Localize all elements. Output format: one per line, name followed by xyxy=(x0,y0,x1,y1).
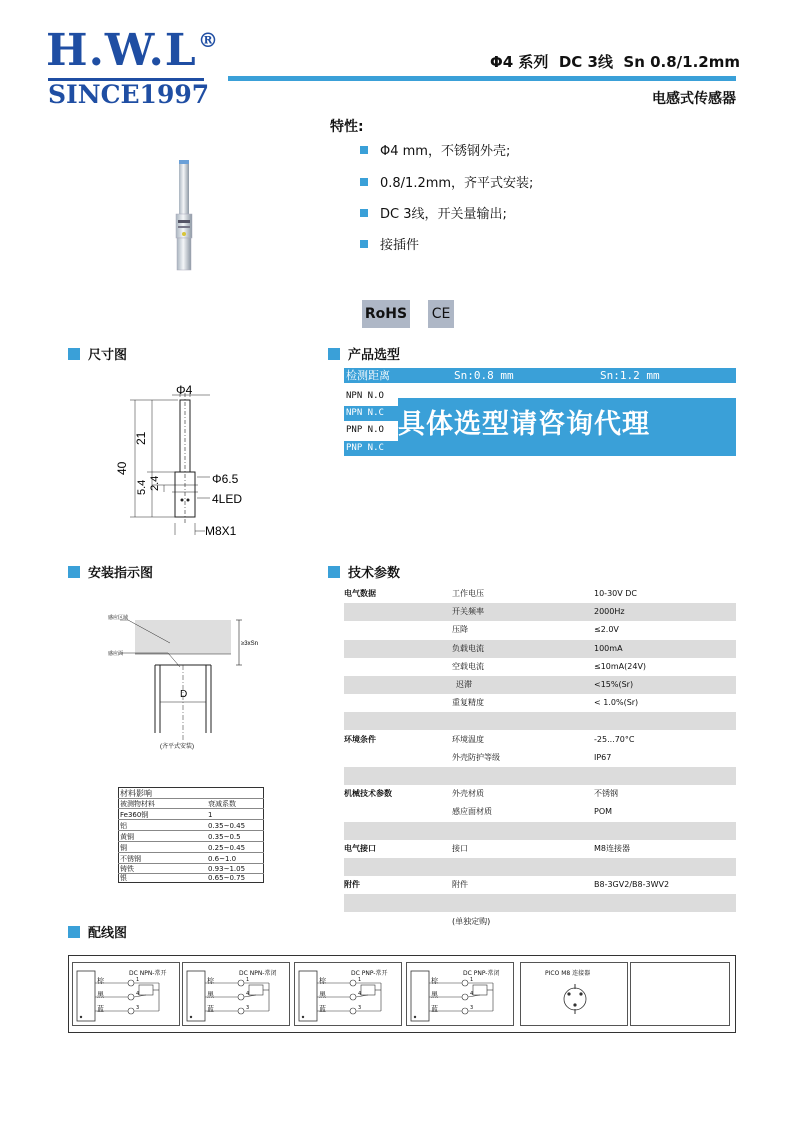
selection-row: PNP N.O xyxy=(346,425,384,435)
tech-row xyxy=(344,585,736,603)
selection-col-sn08: Sn:0.8 mm xyxy=(454,369,514,382)
section-marker-icon xyxy=(68,566,80,578)
tech-row xyxy=(344,785,736,803)
tech-param: 迟滞 xyxy=(456,680,472,689)
wiring-schematic-icon xyxy=(73,963,179,1025)
tech-value: B8-3GV2/B8-3WV2 xyxy=(594,880,670,890)
wire-color-label: 黑 xyxy=(431,991,438,999)
tech-param: 感应面材质 xyxy=(452,807,492,817)
tech-param: 重复精度 xyxy=(452,698,484,708)
tech-row xyxy=(344,712,736,730)
wiring-title: DC NPN-常开 xyxy=(129,970,167,977)
wire-pin-number: 4 xyxy=(358,991,362,997)
tech-value: M8连接器 xyxy=(594,843,630,853)
dim-led: 4LED xyxy=(212,492,243,506)
wire-pin-number: 1 xyxy=(136,977,140,983)
wiring-title: DC NPN-常闭 xyxy=(239,970,277,977)
selection-col-sn12: Sn:1.2 mm xyxy=(600,369,660,382)
bullet-square-icon xyxy=(360,178,368,186)
tech-row xyxy=(344,621,736,639)
material-header: 被测物材料 衰减系数 xyxy=(118,800,264,809)
section-marker-icon xyxy=(328,348,340,360)
logo-text: H.W.L xyxy=(46,25,197,76)
dim-5-4: 5.4 xyxy=(136,479,148,495)
tech-category: 电气接口 xyxy=(344,843,376,853)
wire-color-label: 棕 xyxy=(319,977,326,985)
install-sense-zone: 感应区域 xyxy=(108,615,129,621)
dim-21: 21 xyxy=(134,431,148,445)
wire-color-label: 蓝 xyxy=(431,1005,438,1013)
sensor-photo xyxy=(170,160,200,272)
tech-row xyxy=(344,767,736,785)
wiring-schematic-icon xyxy=(295,963,401,1025)
selection-row: NPN N.C xyxy=(344,406,736,421)
section-selection: 产品选型 xyxy=(328,348,400,364)
wiring-title: DC PNP-常闭 xyxy=(463,970,500,977)
wiring-diagram xyxy=(72,962,180,1026)
wire-color-label: 黑 xyxy=(97,991,104,999)
bullet-square-icon xyxy=(360,146,368,154)
material-row: 不锈钢 0.6~1.0 xyxy=(118,855,264,864)
tech-param: 开关频率 xyxy=(452,607,484,617)
material-row: 银 0.65~0.75 xyxy=(120,874,246,882)
bullet-square-icon xyxy=(360,240,368,248)
tech-value: <15%(Sr) xyxy=(594,680,634,689)
tech-row xyxy=(344,731,736,749)
material-row: 黄铜 0.35~0.5 xyxy=(118,833,264,842)
wiring-diagram xyxy=(294,962,402,1026)
tech-row xyxy=(344,913,736,931)
tech-param: 空载电流 xyxy=(452,661,484,671)
tech-value: ≤10mA(24V) xyxy=(594,661,647,671)
wire-pin-number: 3 xyxy=(246,1005,250,1011)
dim-2-4: 2.4 xyxy=(149,475,161,491)
tech-param: 工作电压 xyxy=(452,589,484,598)
wiring-empty-cell xyxy=(630,962,730,1026)
header-bar xyxy=(228,76,736,81)
connector-pinout-icon xyxy=(557,981,593,1017)
section-dimension: 尺寸图 xyxy=(68,348,127,364)
tech-row xyxy=(344,603,736,621)
features-title: 特性: xyxy=(330,119,364,135)
tech-row xyxy=(344,694,736,712)
ce-badge: CE xyxy=(428,300,454,328)
page-title: Φ4 系列 DC 3线 Sn 0.8/1.2mm xyxy=(489,53,740,71)
wire-pin-number: 3 xyxy=(358,1005,362,1011)
wire-color-label: 棕 xyxy=(431,977,438,985)
wiring-schematic-icon xyxy=(183,963,289,1025)
selection-header xyxy=(344,368,736,383)
wire-color-label: 黑 xyxy=(319,991,326,999)
tech-row xyxy=(344,640,736,658)
bullet-square-icon xyxy=(360,209,368,217)
registered-mark: ® xyxy=(198,28,218,52)
dimension-drawing xyxy=(100,385,280,545)
tech-category: 电气数据 xyxy=(344,589,376,598)
tech-row xyxy=(344,658,736,676)
install-d: D xyxy=(180,689,188,700)
wiring-diagram xyxy=(406,962,514,1026)
wire-pin-number: 1 xyxy=(246,977,250,983)
dim-phi4: Φ4 xyxy=(176,385,193,397)
tech-row xyxy=(344,749,736,767)
connector-title: PICO M8 连接器 xyxy=(545,970,591,977)
tech-value: 100mA xyxy=(594,643,623,653)
tech-value: POM xyxy=(594,807,613,817)
material-title: 材料影响 xyxy=(118,788,264,799)
dim-40: 40 xyxy=(115,461,129,475)
tech-row xyxy=(344,876,736,894)
tech-category: 环境条件 xyxy=(344,734,376,744)
tech-row xyxy=(344,858,736,876)
tech-value: 10-30V DC xyxy=(594,589,638,598)
wire-color-label: 蓝 xyxy=(319,1005,326,1013)
tech-row xyxy=(344,840,736,858)
tech-value: < 1.0%(Sr) xyxy=(594,698,639,708)
wire-color-label: 黑 xyxy=(207,991,214,999)
selection-notice: 具体选型请咨询代理 xyxy=(398,409,650,440)
tech-category: 附件 xyxy=(344,880,360,890)
dim-thread: M8X1 xyxy=(205,524,237,538)
feature-item: 接插件 xyxy=(360,238,419,254)
selection-row: PNP N.C xyxy=(344,441,736,456)
material-row: 铜 0.25~0.45 xyxy=(118,844,264,853)
tech-row xyxy=(344,803,736,821)
wire-pin-number: 3 xyxy=(136,1005,140,1011)
tech-param: 附件 xyxy=(452,880,468,890)
dim-phi6-5: Φ6.5 xyxy=(212,472,239,486)
feature-item: Φ4 mm，不锈钢外壳; xyxy=(360,144,510,160)
page-subtitle: 电感式传感器 xyxy=(652,91,736,107)
section-tech: 技术参数 xyxy=(328,566,400,582)
install-height: ≥3xSn xyxy=(241,641,258,647)
selection-row: NPN N.O xyxy=(346,391,384,401)
section-marker-icon xyxy=(68,348,80,360)
section-install: 安装指示图 xyxy=(68,566,153,582)
tech-row xyxy=(344,822,736,840)
wire-pin-number: 1 xyxy=(470,977,474,983)
logo-since: SINCE1997 xyxy=(48,80,210,109)
tech-row xyxy=(344,676,736,694)
tech-param: 接口 xyxy=(452,843,468,853)
install-diagram xyxy=(100,605,270,755)
connector-cell xyxy=(520,962,628,1026)
section-wiring: 配线图 xyxy=(68,926,127,942)
wire-color-label: 蓝 xyxy=(207,1005,214,1013)
selection-col-distance: 检测距离 xyxy=(346,369,390,382)
tech-param: 压降 xyxy=(452,625,468,635)
tech-value: -25...70°C xyxy=(594,734,635,744)
wire-pin-number: 4 xyxy=(470,991,474,997)
wire-color-label: 棕 xyxy=(207,977,214,985)
tech-category: 机械技术参数 xyxy=(344,789,392,799)
tech-value: 2000Hz xyxy=(594,607,625,617)
wiring-schematic-icon xyxy=(407,963,513,1025)
material-row: Fe360钢 1 xyxy=(118,811,264,820)
tech-param: 外壳防护等级 xyxy=(452,752,500,762)
wiring-title: DC PNP-常开 xyxy=(351,970,388,977)
wire-color-label: 棕 xyxy=(97,977,104,985)
material-row: 铸铁 0.93~1.05 xyxy=(118,865,264,874)
tech-param: (单独定购) xyxy=(452,916,491,926)
wire-pin-number: 1 xyxy=(358,977,362,983)
section-marker-icon xyxy=(68,926,80,938)
tech-param: 外壳材质 xyxy=(452,789,484,799)
tech-row xyxy=(344,894,736,912)
feature-item: 0.8/1.2mm，齐平式安装; xyxy=(360,176,533,192)
install-sense-face: 感应面 xyxy=(108,651,124,657)
wire-pin-number: 4 xyxy=(136,991,140,997)
tech-value: 不锈钢 xyxy=(594,789,618,799)
tech-param: 负载电流 xyxy=(452,643,484,653)
tech-value: ≤2.0V xyxy=(594,625,619,635)
install-caption: (齐平式安装) xyxy=(160,744,194,750)
section-marker-icon xyxy=(328,566,340,578)
wiring-diagram xyxy=(182,962,290,1026)
tech-value: IP67 xyxy=(594,752,612,762)
feature-item: DC 3线，开关量输出; xyxy=(360,207,507,223)
tech-param: 环境温度 xyxy=(452,734,484,744)
wire-pin-number: 4 xyxy=(246,991,250,997)
material-row: 铝 0.35~0.45 xyxy=(118,822,264,831)
rohs-badge: RoHS xyxy=(362,300,410,328)
wire-color-label: 蓝 xyxy=(97,1005,104,1013)
wire-pin-number: 3 xyxy=(470,1005,474,1011)
